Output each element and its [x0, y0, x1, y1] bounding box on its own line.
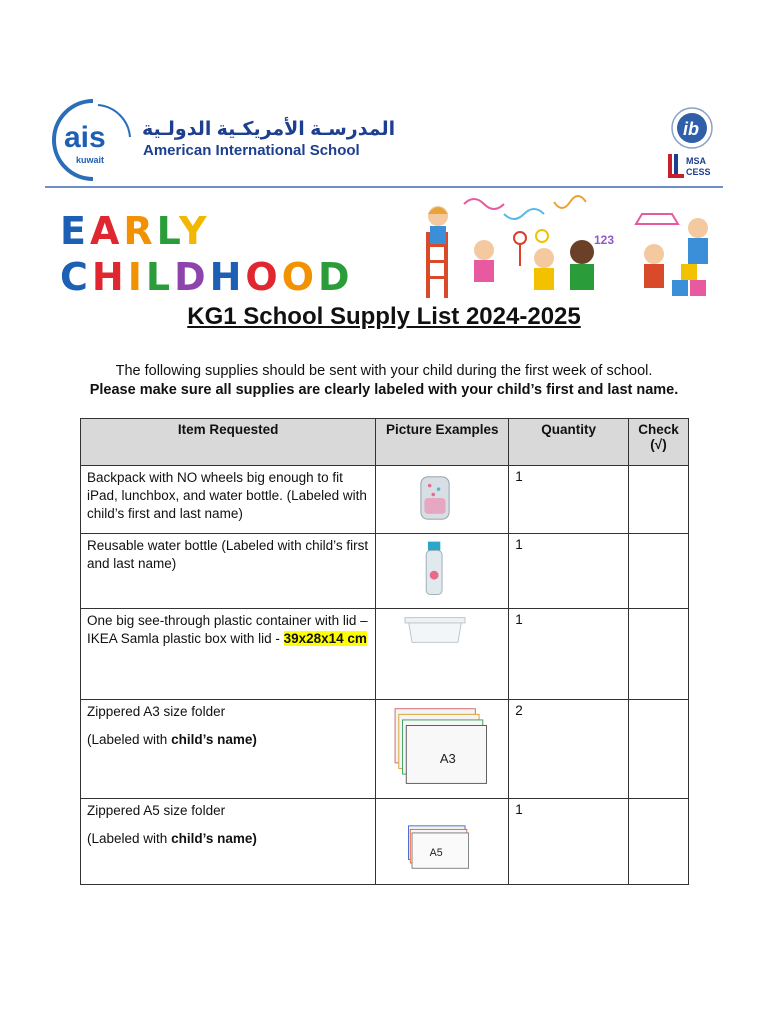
supply-table — [80, 418, 689, 885]
intro-line: The following supplies should be sent with your child during the first week of school. — [115, 363, 653, 379]
school-header — [0, 0, 768, 190]
intro-labeling-note: Please make sure all supplies are clearly labeled with your child’s first and last name. — [89, 382, 679, 398]
quantity-cell: 1 — [509, 799, 629, 885]
svg-text:MSA: MSA — [686, 156, 706, 166]
picture-cell — [376, 534, 509, 609]
item-description: Backpack with NO wheels big enough to fit iPad, lunchbox, and water bottle. (Labeled with child’s first and last name) — [87, 470, 367, 521]
banner-letter: A — [89, 209, 124, 253]
item-cell — [81, 799, 376, 885]
svg-text:A3: A3 — [440, 750, 457, 766]
a3-zipper-folder-icon — [382, 703, 494, 791]
banner-letter: E — [60, 209, 90, 253]
table-header-row — [81, 419, 689, 466]
item-label-note — [87, 731, 369, 749]
table-row — [81, 609, 689, 700]
check-cell[interactable] — [629, 466, 689, 534]
check-cell[interactable] — [629, 799, 689, 885]
table-row — [81, 466, 689, 534]
ib-logo-icon — [670, 106, 714, 150]
item-cell — [81, 609, 376, 700]
header-check-label: Check — [638, 422, 679, 437]
banner-line-childhood — [60, 255, 354, 299]
item-description-text: One big see-through plastic container with lid – IKEA Samla plastic box with lid - — [87, 613, 368, 646]
check-cell[interactable] — [629, 609, 689, 700]
banner-line-early — [60, 209, 354, 253]
header-quantity: Quantity — [509, 419, 629, 466]
a5-zipper-folder-icon — [382, 802, 488, 878]
label-prefix: (Labeled with — [87, 831, 172, 846]
table-row — [81, 700, 689, 799]
svg-text:CESS: CESS — [686, 167, 711, 177]
banner-letter: C — [60, 255, 92, 299]
table-row — [81, 534, 689, 609]
item-label-note — [87, 830, 369, 848]
plastic-container-icon — [382, 612, 488, 648]
header-item-requested: Item Requested — [81, 419, 376, 466]
banner-letter: L — [156, 209, 179, 253]
quantity-cell: 1 — [509, 609, 629, 700]
school-name-english: American International School — [143, 142, 360, 159]
item-dimensions-highlight: 39x28x14 cm — [283, 631, 367, 646]
check-cell[interactable] — [629, 700, 689, 799]
item-cell — [81, 700, 376, 799]
item-description: Reusable water bottle (Labeled with child’s first and last name) — [87, 538, 369, 571]
svg-text:123: 123 — [594, 233, 615, 247]
table-row — [81, 799, 689, 885]
intro-text — [0, 362, 768, 400]
header-picture-examples: Picture Examples — [376, 419, 509, 466]
banner-letter: L — [145, 255, 175, 299]
header-divider — [45, 186, 723, 188]
picture-cell — [376, 700, 509, 799]
picture-cell — [376, 466, 509, 534]
label-bold: child’s name) — [171, 831, 257, 846]
banner-letter: D — [318, 255, 354, 299]
item-description — [87, 612, 369, 648]
label-bold: child’s name) — [171, 732, 257, 747]
quantity-cell: 1 — [509, 534, 629, 609]
svg-text:kuwait: kuwait — [76, 155, 105, 165]
svg-text:A5: A5 — [429, 846, 443, 859]
banner-letter: I — [127, 255, 146, 299]
item-cell — [81, 534, 376, 609]
msa-cess-logo-icon — [668, 154, 720, 178]
svg-text:ib: ib — [683, 119, 699, 139]
banner-letter: H — [91, 255, 128, 299]
header-check-mark: (√) — [650, 437, 667, 452]
page-title: KG1 School Supply List 2024-2025 — [187, 303, 581, 330]
school-name-arabic: المدرسـة الأمريكـية الدولـية — [142, 119, 396, 140]
check-cell[interactable] — [629, 534, 689, 609]
picture-cell — [376, 799, 509, 885]
early-childhood-banner — [60, 209, 354, 304]
water-bottle-icon — [382, 537, 488, 601]
label-prefix: (Labeled with — [87, 732, 172, 747]
svg-text:ais: ais — [64, 121, 106, 154]
item-cell — [81, 466, 376, 534]
quantity-cell: 1 — [509, 466, 629, 534]
item-description: Zippered A3 size folder — [87, 704, 226, 719]
banner-letter: Y — [178, 209, 211, 253]
picture-cell — [376, 609, 509, 700]
item-description: Zippered A5 size folder — [87, 803, 226, 818]
banner-letter: D — [174, 255, 210, 299]
banner-letter: R — [123, 209, 157, 253]
children-drawing-illustration — [414, 194, 714, 302]
banner-letter: O — [245, 255, 282, 299]
ais-logo-icon — [50, 97, 136, 183]
header-check — [629, 419, 689, 466]
banner-letter: O — [281, 255, 319, 299]
backpack-icon — [382, 469, 488, 527]
quantity-cell: 2 — [509, 700, 629, 799]
banner-letter: H — [209, 255, 246, 299]
